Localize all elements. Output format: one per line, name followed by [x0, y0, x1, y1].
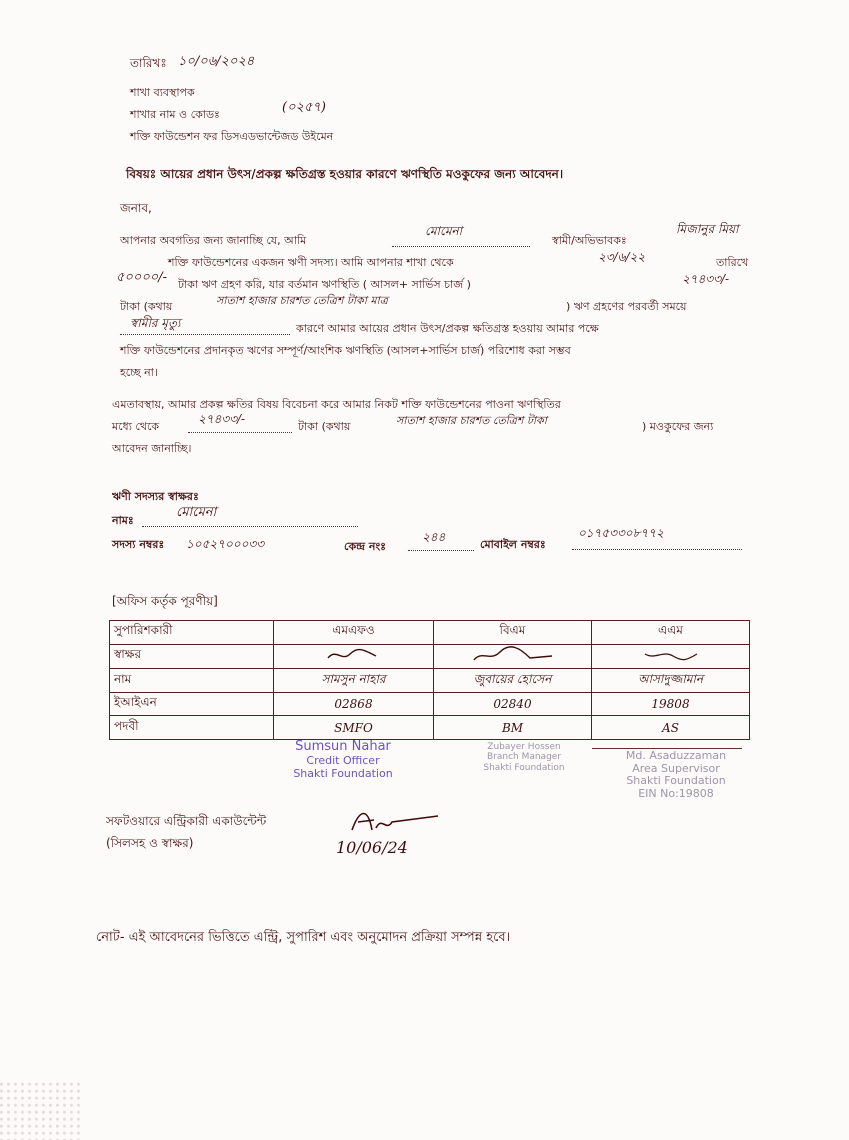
signature-cell	[434, 644, 592, 669]
p1-line4-a: টাকা (কথায়	[120, 300, 173, 313]
stamp-line: Branch Manager	[486, 752, 562, 763]
p1-line3-a: টাকা ঋণ গ্রহণ করি, যার বর্তমান ঋণস্থিতি ( আসল+ সার্ভিস চার্জ )	[178, 278, 471, 291]
p2-line2-c: ) মওকুফের জন্য	[642, 420, 714, 433]
mobile-label: মোবাইল নম্বরঃ	[480, 538, 546, 551]
accountant-date: 10/06/24	[336, 838, 408, 857]
salutation: জনাব,	[120, 201, 152, 215]
foundation-name: শক্তি ফাউন্ডেশন ফর ডিসএডভান্টেজড উইমেন	[130, 130, 334, 143]
table-row	[110, 692, 750, 716]
accountant-signature	[346, 806, 442, 836]
p2-line3: আবেদন জানাচ্ছি।	[112, 442, 192, 455]
stamp-line: Md. Asaduzzaman	[625, 749, 727, 762]
table-cell: 02868	[274, 692, 434, 716]
date-value: ১০/০৬/২০২৪	[178, 54, 255, 69]
center-value: ২৪৪	[422, 530, 446, 544]
name-dots	[392, 246, 530, 247]
p1-line2-a: শক্তি ফাউন্ডেশনের একজন ঋণী সদস্য। আমি আপনার শাখা থেকে	[168, 256, 454, 269]
signature-mark	[468, 646, 558, 664]
p1-line7: হচ্ছে না।	[120, 366, 158, 379]
branch-label: শাখার নাম ও কোডঃ	[130, 108, 220, 121]
table-cell: জুবায়ের হোসেন	[434, 669, 592, 693]
stamp-line: Shakti Foundation	[626, 774, 726, 788]
center-dots	[408, 550, 474, 551]
stamp-line: Credit Officer	[306, 753, 380, 767]
signature-mark	[324, 646, 384, 664]
footer-note: নোট- এই আবেদনের ভিত্তিতে এন্ট্রি, সুপারিশ এবং অনুমোদন প্রক্রিয়া সম্পন্ন হবে।	[96, 930, 511, 945]
p1-loan-amount: ৫০০০০/-	[116, 270, 168, 285]
office-section-title: [অফিস কর্তৃক পূরণীয়]	[112, 594, 218, 608]
p1-line1-a: আপনার অবগতির জন্য জানাচ্ছি যে, আমি	[120, 234, 307, 247]
p1-balance: ২৭৪৩৩/-	[682, 272, 730, 286]
stamp-line: Shakti Foundation	[293, 766, 393, 780]
p2-waiver-amount: ২৭৪৩৩/-	[198, 412, 246, 426]
table-header-row	[110, 621, 750, 645]
table-cell: SMFO	[274, 716, 434, 740]
mobile-dots	[572, 549, 742, 550]
manager-line: শাখা ব্যবস্থাপক	[130, 86, 195, 99]
stamp-line: Sumsun Nahar	[295, 739, 391, 754]
stamp-line: EIN No:19808	[638, 786, 714, 800]
accountant-seal-label: (সিলসহ ও স্বাক্ষর)	[106, 836, 194, 850]
table-row	[110, 716, 750, 740]
p1-line6: শক্তি ফাউন্ডেশনের প্রদানকৃত ঋণের সম্পূর্ণ/আংশিক ঋণস্থিতি (আসল+সার্ভিস চার্জ) পরিশোধ করা সম্ভব	[120, 344, 571, 357]
table-cell: AS	[592, 716, 750, 740]
p2-line2-a: মধ্যে থেকে	[112, 420, 160, 433]
branch-manager-stamp	[454, 742, 594, 773]
header-cell: এমএফও	[274, 621, 434, 645]
table-cell: 19808	[592, 692, 750, 716]
member-signature-label: ঋণী সদস্যর স্বাক্ষরঃ	[112, 490, 199, 503]
p1-line1-b: স্বামী/অভিভাবকঃ	[552, 234, 627, 247]
header-cell: সুপারিশকারী	[110, 621, 274, 645]
p2-line1: এমতাবস্থায়, আমার প্রকল্প ক্ষতির বিষয় বিবেচনা করে আমার নিকট শক্তি ফাউন্ডেশনের পাওনা ঋণস্থিতির	[112, 398, 561, 411]
p1-member-name: মোমেনা	[425, 224, 463, 238]
branch-code: (০২৫৭)	[282, 100, 326, 115]
officer-stamp	[262, 740, 424, 780]
stamp-line: Area Supervisor	[632, 761, 720, 775]
table-cell: BM	[434, 716, 592, 740]
member-name-label: নামঃ	[112, 514, 134, 527]
p1-line2-b: তারিখে	[716, 256, 749, 269]
member-name-value: মোমেনা	[176, 505, 217, 520]
p1-balance-words: সাতাশ হাজার চারশত তেত্রিশ টাকা মাত্র	[216, 294, 388, 307]
row-label: পদবী	[110, 716, 274, 740]
reason-dots	[120, 334, 290, 335]
row-label: ইআইএন	[110, 692, 274, 716]
center-label: কেন্দ্র নংঃ	[344, 540, 387, 553]
p1-guardian: মিজানুর মিয়া	[676, 222, 739, 236]
header-cell: এএম	[592, 621, 750, 645]
table-cell: আসাদুজ্জামান	[592, 669, 750, 693]
header-cell: বিএম	[434, 621, 592, 645]
signature-cell	[592, 644, 750, 669]
waiver-amount-dots	[188, 432, 292, 433]
date-label: তারিখঃ	[130, 56, 167, 70]
stamp-line: Shakti Foundation	[483, 762, 565, 773]
p1-line5-b: কারণে আমার আয়ের প্রধান উৎস/প্রকল্প ক্ষতিগ্রস্ত হওয়ায় আমার পক্ষে	[296, 322, 599, 335]
row-label: নাম	[110, 669, 274, 693]
office-approval-table	[109, 620, 750, 740]
scan-speckle	[0, 1080, 80, 1140]
p1-reason: স্বামীর মৃত্যু	[130, 316, 181, 330]
p1-loan-date: ২৩/৬/২২	[598, 250, 646, 264]
mobile-value: ০১৭৫৩৩০৮৭৭২	[578, 526, 664, 540]
subject-line: বিষয়ঃ আয়ের প্রধান উৎস/প্রকল্প ক্ষতিগ্রস্ত হওয়ার কারণে ঋণস্থিতি মওকুফের জন্য আবেদন।	[126, 167, 564, 181]
p2-waiver-words: সাতাশ হাজার চারশত তেত্রিশ টাকা	[396, 414, 547, 427]
member-name-dots	[142, 526, 358, 527]
signature-mark	[641, 646, 701, 664]
member-id-value: ১০৫২৭০০০৩৩	[186, 537, 264, 551]
table-cell: 02840	[434, 692, 592, 716]
area-supervisor-stamp	[596, 750, 756, 801]
signature-cell	[274, 644, 434, 669]
p1-line4-b: ) ঋণ গ্রহণের পরবর্তী সময়ে	[566, 300, 687, 313]
row-label: স্বাক্ষর	[110, 644, 274, 669]
table-row	[110, 669, 750, 693]
table-row	[110, 644, 750, 669]
accountant-label: সফটওয়ারে এন্ট্রিকারী একাউন্টেন্ট	[106, 814, 267, 828]
table-cell: সামসুন নাহার	[274, 669, 434, 693]
p2-line2-b: টাকা (কথায়	[298, 420, 351, 433]
stamp-line: Zubayer Hossen	[487, 742, 561, 752]
member-id-label: সদস্য নম্বরঃ	[112, 538, 165, 551]
